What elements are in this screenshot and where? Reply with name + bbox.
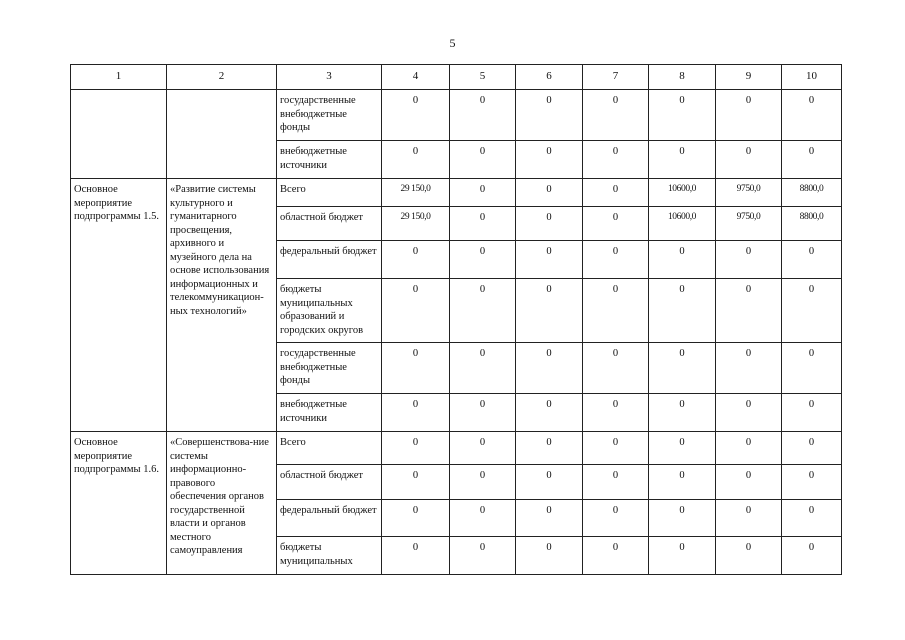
value-cell: 0 [382, 343, 450, 394]
value-cell: 0 [583, 537, 649, 575]
value-cell: 0 [649, 465, 716, 500]
value-cell: 0 [450, 537, 516, 575]
value-cell: 0 [382, 90, 450, 141]
table-row [71, 90, 842, 141]
value-cell: 0 [450, 90, 516, 141]
value-cell: 0 [716, 537, 782, 575]
value-cell: 0 [450, 465, 516, 500]
header-row [71, 65, 842, 90]
source-cell: бюджеты муниципальных образований и городских округов [277, 279, 382, 343]
header-cell: 6 [516, 65, 583, 90]
header-cell: 4 [382, 65, 450, 90]
source-cell: государственные внебюджетные фонды [277, 90, 382, 141]
program-cell [71, 90, 167, 179]
value-cell: 0 [782, 465, 842, 500]
value-cell: 0 [516, 537, 583, 575]
value-cell: 0 [782, 141, 842, 179]
header-cell: 5 [450, 65, 516, 90]
value-cell: 8800,0 [782, 207, 842, 241]
value-cell: 0 [782, 537, 842, 575]
value-cell: 0 [716, 279, 782, 343]
measure-cell [167, 90, 277, 179]
value-cell: 0 [649, 537, 716, 575]
header-cell: 7 [583, 65, 649, 90]
value-cell: 0 [583, 465, 649, 500]
value-cell: 0 [716, 465, 782, 500]
value-cell: 0 [716, 343, 782, 394]
value-cell: 0 [516, 432, 583, 465]
value-cell: 0 [382, 394, 450, 432]
source-cell: Всего [277, 179, 382, 207]
value-cell: 0 [583, 394, 649, 432]
value-cell: 0 [450, 279, 516, 343]
value-cell: 10600,0 [649, 207, 716, 241]
value-cell: 0 [450, 241, 516, 279]
page-number: 5 [449, 36, 456, 50]
value-cell: 0 [716, 500, 782, 537]
header-cell: 1 [71, 65, 167, 90]
value-cell: 0 [716, 141, 782, 179]
value-cell: 0 [516, 279, 583, 343]
program-cell: Основное мероприятие подпрограммы 1.5. [71, 179, 167, 432]
value-cell: 0 [516, 241, 583, 279]
value-cell: 0 [649, 90, 716, 141]
value-cell: 0 [382, 141, 450, 179]
value-cell: 0 [516, 90, 583, 141]
source-cell: бюджеты муниципальных [277, 537, 382, 575]
value-cell: 0 [649, 279, 716, 343]
value-cell: 0 [583, 141, 649, 179]
value-cell: 0 [782, 241, 842, 279]
value-cell: 0 [450, 500, 516, 537]
value-cell: 29 150,0 [382, 207, 450, 241]
value-cell: 9750,0 [716, 207, 782, 241]
value-cell: 0 [450, 394, 516, 432]
value-cell: 0 [782, 343, 842, 394]
header-cell: 3 [277, 65, 382, 90]
value-cell: 0 [450, 179, 516, 207]
value-cell: 29 150,0 [382, 179, 450, 207]
value-cell: 0 [716, 241, 782, 279]
value-cell: 0 [382, 537, 450, 575]
value-cell: 0 [516, 141, 583, 179]
value-cell: 0 [450, 207, 516, 241]
value-cell: 0 [583, 279, 649, 343]
measure-cell: «Совершенствова-ние системы информационно-правового обеспечения органов государственной власти и органов местного самоуправления [167, 432, 277, 575]
value-cell: 0 [516, 179, 583, 207]
table-row [71, 179, 842, 207]
source-cell: внебюджетные источники [277, 141, 382, 179]
value-cell: 0 [382, 279, 450, 343]
value-cell: 0 [649, 141, 716, 179]
program-cell: Основное мероприятие подпрограммы 1.6. [71, 432, 167, 575]
value-cell: 10600,0 [649, 179, 716, 207]
table-row [71, 432, 842, 465]
value-cell: 0 [716, 394, 782, 432]
value-cell: 0 [649, 394, 716, 432]
header-cell: 2 [167, 65, 277, 90]
value-cell: 0 [583, 90, 649, 141]
source-cell: государственные внебюджетные фонды [277, 343, 382, 394]
value-cell: 0 [782, 279, 842, 343]
source-cell: областной бюджет [277, 207, 382, 241]
value-cell: 0 [649, 432, 716, 465]
value-cell: 0 [450, 432, 516, 465]
value-cell: 0 [450, 343, 516, 394]
value-cell: 0 [382, 465, 450, 500]
value-cell: 0 [516, 343, 583, 394]
value-cell: 0 [649, 500, 716, 537]
value-cell: 0 [583, 432, 649, 465]
header-cell: 9 [716, 65, 782, 90]
value-cell: 0 [583, 179, 649, 207]
value-cell: 0 [583, 241, 649, 279]
value-cell: 0 [382, 500, 450, 537]
value-cell: 0 [649, 241, 716, 279]
source-cell: федеральный бюджет [277, 500, 382, 537]
source-cell: Всего [277, 432, 382, 465]
value-cell: 0 [516, 500, 583, 537]
value-cell: 0 [782, 90, 842, 141]
source-cell: внебюджетные источники [277, 394, 382, 432]
source-cell: областной бюджет [277, 465, 382, 500]
measure-cell: «Развитие системы культурного и гуманитарного просвещения, архивного и музейного дела на основе использования информационных и телекоммуникацион-ных технологий» [167, 179, 277, 432]
value-cell: 0 [382, 432, 450, 465]
value-cell: 0 [516, 394, 583, 432]
value-cell: 0 [450, 141, 516, 179]
value-cell: 0 [516, 465, 583, 500]
value-cell: 0 [716, 432, 782, 465]
value-cell: 0 [782, 432, 842, 465]
header-cell: 8 [649, 65, 716, 90]
value-cell: 8800,0 [782, 179, 842, 207]
header-cell: 10 [782, 65, 842, 90]
value-cell: 0 [516, 207, 583, 241]
value-cell: 0 [583, 343, 649, 394]
source-cell: федеральный бюджет [277, 241, 382, 279]
value-cell: 0 [782, 500, 842, 537]
value-cell: 0 [583, 207, 649, 241]
value-cell: 0 [382, 241, 450, 279]
value-cell: 9750,0 [716, 179, 782, 207]
value-cell: 0 [716, 90, 782, 141]
value-cell: 0 [649, 343, 716, 394]
value-cell: 0 [583, 500, 649, 537]
value-cell: 0 [782, 394, 842, 432]
budget-table [70, 64, 842, 575]
